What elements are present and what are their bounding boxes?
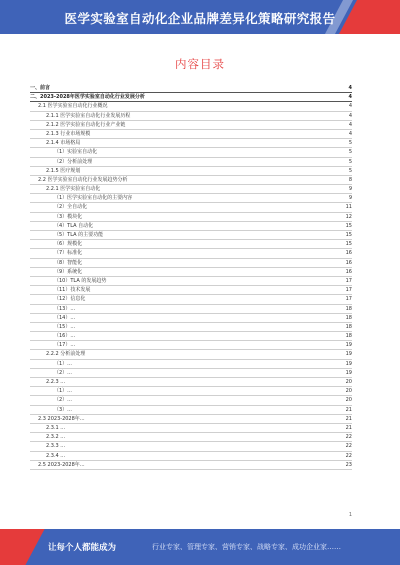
toc-entry-page: 9 <box>348 186 352 193</box>
toc-entry-title: 2.1.4 市场格局 <box>46 140 81 147</box>
toc-entry[interactable] <box>30 332 352 341</box>
toc-entry[interactable] <box>30 461 352 470</box>
toc-entry[interactable] <box>30 268 352 277</box>
toc-entry-page: 18 <box>345 333 352 340</box>
toc-entry-page: 22 <box>345 443 352 450</box>
toc-entry-page: 15 <box>345 232 352 238</box>
toc-entry-title: 2.3.2 ... <box>46 434 66 441</box>
toc-entry-title: （7）标准化 <box>54 250 83 257</box>
toc-entry[interactable] <box>30 452 352 461</box>
toc-entry-title: （2）... <box>54 369 72 376</box>
toc-entry-page: 19 <box>345 360 352 367</box>
toc-entry[interactable] <box>30 314 352 323</box>
toc-entry-title: （1）医学实验室自动化的主要内容 <box>54 195 133 202</box>
page-number: 1 <box>348 512 352 518</box>
toc-entry-page: 19 <box>345 351 352 358</box>
toc-entry-page: 5 <box>348 140 352 147</box>
toc-heading: 内容目录 <box>175 57 225 71</box>
toc-entry-page: 22 <box>345 452 352 459</box>
toc-entry-page: 5 <box>348 158 352 165</box>
toc-entry-page: 15 <box>345 241 352 248</box>
toc-entry[interactable] <box>30 203 352 212</box>
toc-entry[interactable] <box>30 341 352 350</box>
toc-entry-page: 4 <box>348 85 352 91</box>
toc-entry[interactable] <box>30 176 352 185</box>
toc-entry-title: （16）... <box>54 333 76 340</box>
toc-entry-page: 19 <box>345 369 352 376</box>
toc-entry[interactable] <box>30 286 352 295</box>
toc-entry[interactable] <box>30 415 352 424</box>
toc-entry[interactable] <box>30 112 352 121</box>
toc-entry-title: 2.1.3 行业市场规模 <box>46 130 91 137</box>
toc-entry-title: 2.1.1 医学实验室自动化行业发展历程 <box>46 112 131 119</box>
toc-entry[interactable] <box>30 158 352 167</box>
toc-entry-title: 2.5 2023-2028年... <box>38 461 85 468</box>
toc-entry-title: （10）TLA 的发展趋势 <box>54 277 107 284</box>
toc-entry[interactable] <box>30 222 352 231</box>
toc-entry-title: 一、前言 <box>30 85 51 91</box>
toc-entry-title: 2.3 2023-2028年... <box>38 415 85 422</box>
toc-entry[interactable] <box>30 102 352 111</box>
toc-entry-page: 21 <box>345 415 352 422</box>
toc-entry-title: （1）... <box>54 388 72 395</box>
toc-entry-page: 16 <box>345 268 352 275</box>
toc-entry-title: 2.1 医学实验室自动化行业概况 <box>38 103 108 110</box>
toc-entry[interactable] <box>30 259 352 268</box>
toc-entry[interactable] <box>30 442 352 451</box>
toc-entry-page: 16 <box>345 250 352 257</box>
toc-entry-title: （1）实验室自动化 <box>54 149 98 156</box>
toc-entry-title: （3）模块化 <box>54 213 83 220</box>
footer-slogan-right: 行业专家、管理专家、营销专家、战略专家、成功企业家…… <box>152 543 341 551</box>
toc-entry[interactable] <box>30 323 352 332</box>
toc-entry-title: 2.2.3 ... <box>46 379 66 385</box>
toc-entry-title: （11）技术发展 <box>54 287 91 294</box>
toc-entry[interactable] <box>30 185 352 194</box>
toc-entry-page: 18 <box>345 323 352 330</box>
toc-entry-page: 4 <box>348 94 352 101</box>
toc-entry-title: （3）... <box>54 406 72 413</box>
toc-entry-page: 19 <box>345 342 352 349</box>
toc-entry[interactable] <box>30 194 352 203</box>
toc-entry-title: 2.1.2 医学实验室自动化行业产业链 <box>46 121 126 128</box>
report-footer-banner <box>0 529 400 565</box>
toc-entry[interactable] <box>30 277 352 286</box>
report-title: 医学实验室自动化企业品牌差异化策略研究报告 <box>64 11 336 26</box>
toc-entry-page: 21 <box>345 424 352 431</box>
toc-entry[interactable] <box>30 249 352 258</box>
toc-entry-page: 9 <box>348 195 352 202</box>
toc-entry[interactable] <box>30 130 352 139</box>
footer-slogan-left: 让每个人都能成为 <box>48 543 117 553</box>
toc-entry-page: 11 <box>345 204 352 211</box>
toc-entry-page: 22 <box>345 434 352 441</box>
toc-entry-title: （1）... <box>54 360 72 367</box>
toc-entry-page: 4 <box>348 121 352 128</box>
toc-entry-title: （9）系统化 <box>54 268 83 275</box>
toc-entry-title: （12）信息化 <box>54 296 86 303</box>
toc-entry-page: 18 <box>345 305 352 312</box>
toc-entry-page: 23 <box>345 461 352 468</box>
toc-entry-title: 2.3.3 ... <box>46 443 66 450</box>
toc-entry-page: 4 <box>348 112 352 119</box>
toc-entry-page: 20 <box>345 379 352 385</box>
toc-entry-title: （14）... <box>54 314 76 321</box>
toc-entry-page: 15 <box>345 222 352 229</box>
toc-entry-title: （2）全自动化 <box>54 204 88 211</box>
toc-entry-page: 4 <box>348 130 352 137</box>
toc-entry-page: 5 <box>348 167 352 174</box>
table-of-contents <box>30 84 352 470</box>
toc-entry-page: 17 <box>345 277 352 284</box>
report-header-banner <box>0 0 400 34</box>
toc-entry-title: （8）智能化 <box>54 259 83 266</box>
toc-entry-title: 2.3.1 ... <box>46 424 66 431</box>
toc-entry[interactable] <box>30 148 352 157</box>
toc-entry-page: 18 <box>345 314 352 321</box>
toc-entry-title: （6）规模化 <box>54 241 83 248</box>
toc-entry[interactable] <box>30 424 352 433</box>
toc-entry-title: （15）... <box>54 323 76 330</box>
toc-entry-title: （17）... <box>54 342 76 349</box>
toc-entry-page: 20 <box>345 388 352 395</box>
toc-entry-page: 17 <box>345 296 352 303</box>
toc-entry-page: 20 <box>345 397 352 404</box>
toc-entry[interactable] <box>30 139 352 148</box>
toc-entry[interactable] <box>30 369 352 378</box>
toc-entry[interactable] <box>30 360 352 369</box>
toc-entry-page: 12 <box>345 213 352 220</box>
toc-entry-page: 4 <box>348 103 352 110</box>
toc-entry[interactable] <box>30 93 352 102</box>
toc-entry-page: 16 <box>345 259 352 266</box>
toc-entry[interactable] <box>30 350 352 359</box>
toc-entry-page: 8 <box>348 176 352 183</box>
toc-entry[interactable] <box>30 406 352 415</box>
toc-entry[interactable] <box>30 84 352 93</box>
toc-entry-page: 17 <box>345 287 352 294</box>
toc-entry[interactable] <box>30 121 352 130</box>
toc-entry[interactable] <box>30 378 352 387</box>
toc-entry-title: （13）... <box>54 305 76 312</box>
toc-entry-title: （5）TLA 的主要功能 <box>54 232 104 238</box>
toc-entry-title: （2）分析前处理 <box>54 158 93 165</box>
toc-entry-title: 2.2.1 医学实验室自动化 <box>46 186 101 193</box>
toc-entry-title: 2.2 医学实验室自动化行业发展趋势分析 <box>38 176 128 183</box>
toc-entry[interactable] <box>30 396 352 405</box>
toc-entry[interactable] <box>30 295 352 304</box>
toc-entry[interactable] <box>30 213 352 222</box>
toc-entry[interactable] <box>30 387 352 396</box>
toc-entry-title: 2.2.2 分析前处理 <box>46 351 86 358</box>
toc-entry-title: 2.3.4 ... <box>46 452 66 459</box>
toc-entry[interactable] <box>30 240 352 249</box>
toc-entry-title: 二、2023-2028年医学实验室自动化行业发展分析 <box>30 94 145 101</box>
toc-entry-title: （2）... <box>54 397 72 404</box>
toc-entry-title: 2.1.5 医疗规划 <box>46 167 81 174</box>
toc-entry[interactable] <box>30 167 352 176</box>
toc-entry[interactable] <box>30 433 352 442</box>
toc-entry-page: 5 <box>348 149 352 156</box>
toc-entry[interactable] <box>30 305 352 314</box>
toc-entry[interactable] <box>30 231 352 240</box>
footer-red-stripe <box>0 529 45 565</box>
toc-entry-page: 21 <box>345 406 352 413</box>
toc-entry-title: （4）TLA 自动化 <box>54 222 94 229</box>
